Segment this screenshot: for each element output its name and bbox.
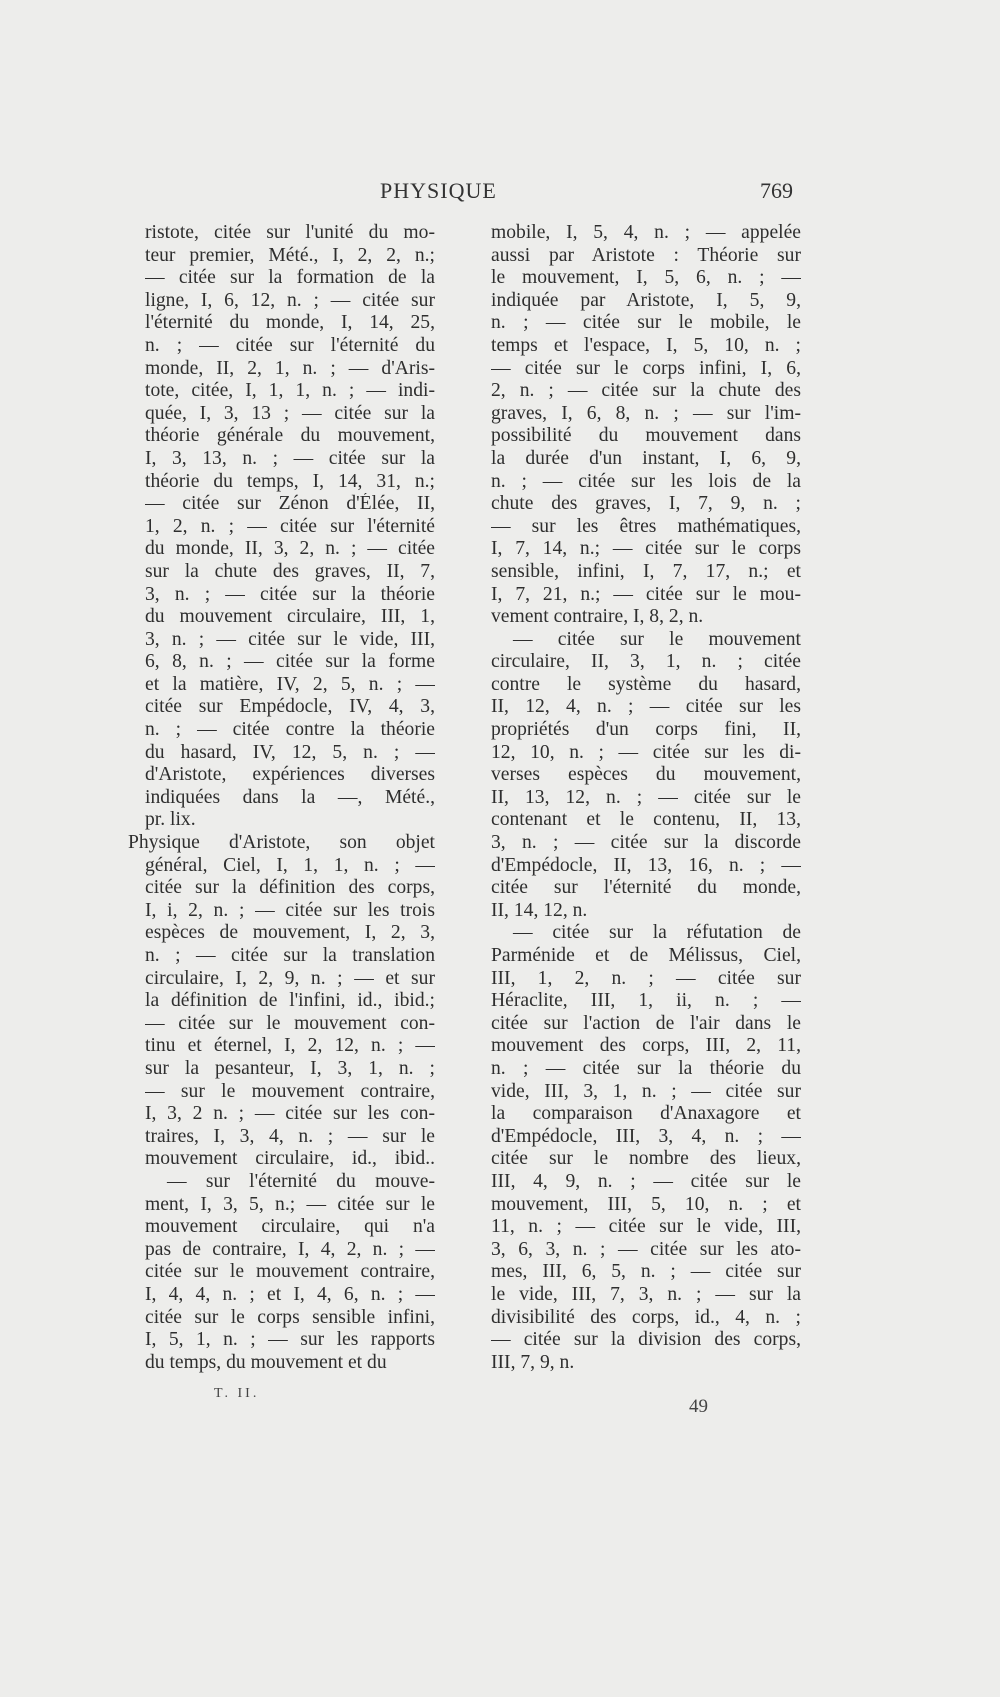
text-line: d'Aristote, expériences diverses	[145, 764, 435, 786]
text-line: tinu et éternel, I, 2, 12, n. ; —	[145, 1035, 435, 1057]
text-line: mobile, I, 5, 4, n. ; — appelée	[491, 222, 801, 243]
text-line: mouvement, III, 5, 10, n. ; et	[491, 1193, 801, 1215]
text-line: citée sur le mouvement contraire,	[145, 1261, 435, 1283]
signature-mark: T. II.	[214, 1386, 260, 1401]
text-line: graves, I, 6, 8, n. ; — sur l'im-	[491, 402, 801, 424]
text-line: citée sur le nombre des lieux,	[491, 1148, 801, 1170]
text-line: du hasard, IV, 12, 5, n. ; —	[145, 741, 435, 763]
text-line: divisibilité des corps, id., 4, n. ;	[491, 1306, 801, 1328]
text-line: monde, II, 2, 1, n. ; — d'Aris-	[145, 357, 435, 379]
text-line: le vide, III, 7, 3, n. ; — sur la	[491, 1283, 801, 1305]
text-line: citée sur l'éternité du monde,	[491, 877, 801, 899]
text-line: ristote, citée sur l'unité du mo-	[145, 222, 435, 243]
text-line: sur la pesanteur, I, 3, 1, n. ;	[145, 1057, 435, 1079]
text-line: n. ; — citée contre la théorie	[145, 719, 435, 741]
text-line: indiquées dans la —, Mété.,	[145, 786, 435, 808]
running-head	[0, 178, 1000, 208]
text-line: 12, 10, n. ; — citée sur les di-	[491, 741, 801, 763]
text-line: citée sur la définition des corps,	[145, 877, 435, 899]
text-line: aussi par Aristote : Théorie sur	[491, 244, 801, 266]
text-line: sur la chute des graves, II, 7,	[145, 560, 435, 582]
text-line: 3, 6, 3, n. ; — citée sur les ato-	[491, 1238, 801, 1260]
left-column	[128, 222, 435, 1374]
text-line: I, 7, 21, n.; — citée sur le mou-	[491, 583, 801, 605]
text-line: et la matière, IV, 2, 5, n. ; —	[145, 673, 435, 695]
text-line: du temps, du mouvement et du	[145, 1351, 387, 1373]
text-line: — sur les êtres mathématiques,	[491, 515, 801, 537]
text-line: d'Empédocle, II, 13, 16, n. ; —	[491, 854, 801, 876]
text-line: — sur le mouvement contraire,	[145, 1080, 435, 1102]
text-line: mouvement des corps, III, 2, 11,	[491, 1035, 801, 1057]
text-line: circulaire, I, 2, 9, n. ; — et sur	[145, 967, 435, 989]
text-line: — citée sur le mouvement	[513, 628, 801, 650]
text-line: vement contraire, I, 8, 2, n.	[491, 606, 704, 628]
text-line: — citée sur le corps infini, I, 6,	[491, 357, 801, 379]
text-line: II, 14, 12, n.	[491, 899, 588, 921]
text-line: 3, n. ; — citée sur la discorde	[491, 832, 801, 854]
text-line: Parménide et de Mélissus, Ciel,	[491, 945, 801, 966]
text-line: I, 5, 1, n. ; — sur les rapports	[145, 1329, 435, 1351]
sheet-number: 49	[689, 1396, 708, 1417]
text-line: pr. lix.	[145, 809, 196, 831]
text-line: 1, 2, n. ; — citée sur l'éternité	[145, 515, 435, 537]
text-line: ligne, I, 6, 12, n. ; — citée sur	[145, 289, 435, 311]
text-line: III, 4, 9, n. ; — citée sur le	[491, 1170, 801, 1192]
text-line: I, i, 2, n. ; — citée sur les trois	[145, 899, 435, 921]
text-line: mouvement circulaire, id., ibid..	[145, 1148, 435, 1170]
text-line: III, 7, 9, n.	[491, 1351, 575, 1373]
text-line: contenant et le contenu, II, 13,	[491, 809, 801, 831]
text-line: Physique d'Aristote, son objet	[128, 832, 435, 854]
text-line: indiquée par Aristote, I, 5, 9,	[491, 289, 801, 311]
text-line: tote, citée, I, 1, 1, n. ; — indi-	[145, 380, 435, 402]
text-line: — sur l'éternité du mouve-	[167, 1170, 435, 1192]
text-line: circulaire, II, 3, 1, n. ; citée	[491, 651, 801, 673]
text-line: la comparaison d'Anaxagore et	[491, 1103, 801, 1125]
text-line: teur premier, Mété., I, 2, 2, n.;	[145, 244, 435, 266]
text-line: théorie du temps, I, 14, 31, n.;	[145, 470, 435, 492]
text-line: du monde, II, 3, 2, n. ; — citée	[145, 538, 435, 560]
text-line: propriétés d'un corps fini, II,	[491, 719, 801, 741]
text-line: mes, III, 6, 5, n. ; — citée sur	[491, 1261, 801, 1283]
text-line: I, 3, 2 n. ; — citée sur les con-	[145, 1103, 435, 1125]
text-line: 6, 8, n. ; — citée sur la forme	[145, 651, 435, 673]
text-line: vide, III, 3, 1, n. ; — citée sur	[491, 1080, 801, 1102]
text-line: du mouvement circulaire, III, 1,	[145, 606, 435, 628]
text-line: n. ; — citée sur les lois de la	[491, 470, 801, 492]
text-line: n. ; — citée sur l'éternité du	[145, 334, 435, 356]
text-line: la définition de l'infini, id., ibid.;	[145, 990, 435, 1012]
text-line: Héraclite, III, 1, ii, n. ; —	[491, 990, 801, 1012]
text-line: I, 3, 13, n. ; — citée sur la	[145, 447, 435, 469]
text-line: 3, n. ; — citée sur la théorie	[145, 583, 435, 605]
text-line: mouvement circulaire, qui n'a	[145, 1216, 435, 1238]
text-line: citée sur Empédocle, IV, 4, 3,	[145, 696, 435, 718]
text-line: 2, n. ; — citée sur la chute des	[491, 380, 801, 402]
text-line: chute des graves, I, 7, 9, n. ;	[491, 493, 801, 515]
text-line: sensible, infini, I, 7, 17, n.; et	[491, 560, 801, 582]
text-line: — citée sur la réfutation de	[513, 922, 801, 944]
text-line: III, 1, 2, n. ; — citée sur	[491, 967, 801, 989]
text-line: — citée sur la formation de la	[145, 267, 435, 289]
text-line: possibilité du mouvement dans	[491, 425, 801, 447]
text-line: la durée d'un instant, I, 6, 9,	[491, 447, 801, 469]
text-line: ment, I, 3, 5, n.; — citée sur le	[145, 1193, 435, 1215]
text-line: citée sur le corps sensible infini,	[145, 1306, 435, 1328]
text-line: contre le système du hasard,	[491, 673, 801, 695]
text-line: II, 12, 4, n. ; — citée sur les	[491, 696, 801, 718]
text-line: II, 13, 12, n. ; — citée sur le	[491, 786, 801, 808]
text-line: le mouvement, I, 5, 6, n. ; —	[491, 267, 801, 289]
text-line: — citée sur le mouvement con-	[145, 1012, 435, 1034]
text-line: quée, I, 3, 13 ; — citée sur la	[145, 402, 435, 424]
text-line: espèces de mouvement, I, 2, 3,	[145, 922, 435, 944]
text-line: d'Empédocle, III, 3, 4, n. ; —	[491, 1125, 801, 1147]
text-line: n. ; — citée sur la translation	[145, 945, 435, 966]
text-line: général, Ciel, I, 1, 1, n. ; —	[145, 854, 435, 876]
text-line: verses espèces du mouvement,	[491, 764, 801, 786]
text-line: I, 4, 4, n. ; et I, 4, 6, n. ; —	[145, 1283, 435, 1305]
page-title: PHYSIQUE	[380, 178, 497, 203]
text-line: traires, I, 3, 4, n. ; — sur le	[145, 1125, 435, 1147]
text-line: — citée sur Zénon d'Élée, II,	[145, 493, 435, 515]
text-line: 3, n. ; — citée sur le vide, III,	[145, 628, 435, 650]
text-line: n. ; — citée sur le mobile, le	[491, 312, 801, 334]
text-line: l'éternité du monde, I, 14, 25,	[145, 312, 435, 334]
text-line: n. ; — citée sur la théorie du	[491, 1057, 801, 1079]
text-line: temps et l'espace, I, 5, 10, n. ;	[491, 334, 801, 356]
text-line: — citée sur la division des corps,	[491, 1329, 801, 1351]
text-line: pas de contraire, I, 4, 2, n. ; —	[145, 1238, 435, 1260]
text-line: théorie générale du mouvement,	[145, 425, 435, 447]
page-number: 769	[760, 178, 793, 203]
right-column	[491, 222, 801, 1374]
text-line: citée sur l'action de l'air dans le	[491, 1012, 801, 1034]
text-line: 11, n. ; — citée sur le vide, III,	[491, 1216, 801, 1238]
text-line: I, 7, 14, n.; — citée sur le corps	[491, 538, 801, 560]
